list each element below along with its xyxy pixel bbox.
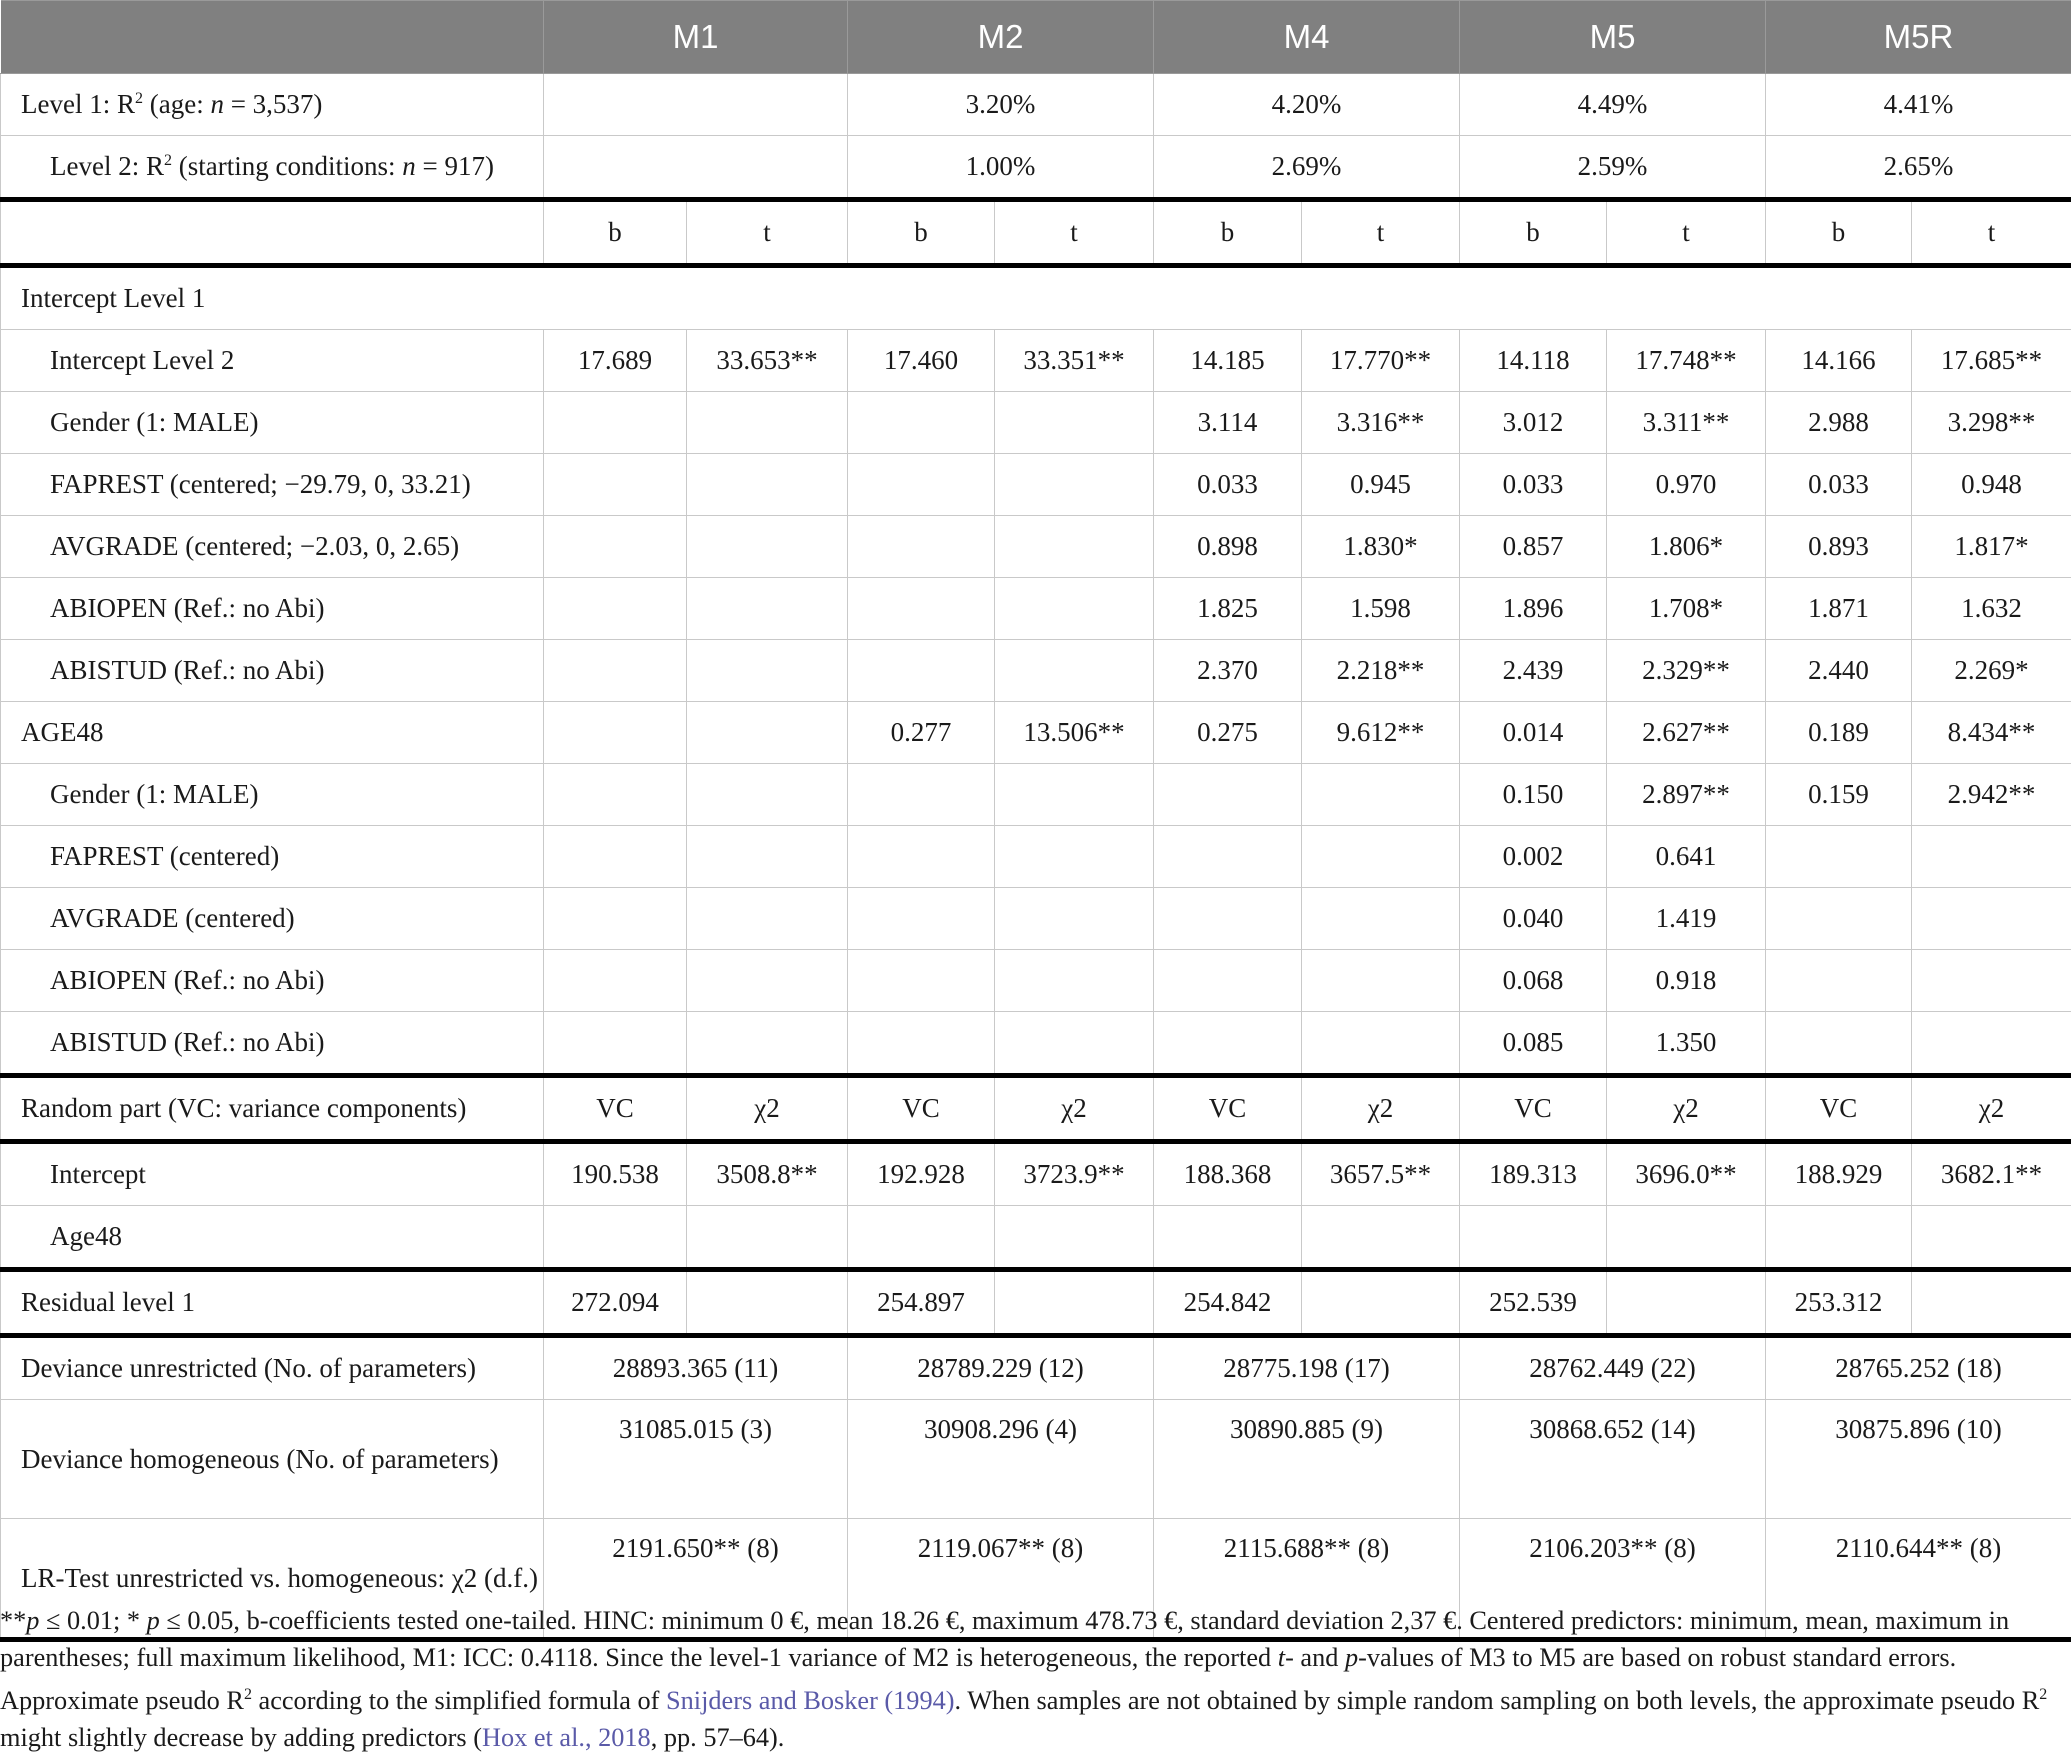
variance-cell bbox=[1912, 1206, 2071, 1270]
coef-cell: 0.277 bbox=[848, 702, 995, 764]
coef-cell: 17.748** bbox=[1607, 330, 1766, 392]
coef-cell: 13.506** bbox=[995, 702, 1154, 764]
deviance-row bbox=[1, 1400, 2071, 1519]
random-effect-row bbox=[1, 1206, 2071, 1270]
model-header-m5r: M5R bbox=[1766, 1, 2071, 74]
coef-cell: 2.370 bbox=[1154, 640, 1302, 702]
variance-cell: 3696.0** bbox=[1607, 1142, 1766, 1206]
row-label: Intercept bbox=[1, 1142, 544, 1206]
random-effect-row bbox=[1, 1142, 2071, 1206]
coef-cell: 0.275 bbox=[1154, 702, 1302, 764]
coef-cell: 0.918 bbox=[1607, 950, 1766, 1012]
coef-cell bbox=[687, 702, 848, 764]
coef-cell: 0.948 bbox=[1912, 454, 2071, 516]
fixed-effect-row bbox=[1, 640, 2071, 702]
r2-level1-row bbox=[1, 74, 2071, 136]
variance-cell: 189.313 bbox=[1460, 1142, 1607, 1206]
deviance-cell: 30890.885 (9) bbox=[1154, 1400, 1460, 1519]
deviance-cell: 28893.365 (11) bbox=[544, 1336, 848, 1400]
variance-cell: 254.897 bbox=[848, 1270, 995, 1336]
variance-cell: 272.094 bbox=[544, 1270, 687, 1336]
coef-cell bbox=[995, 578, 1154, 640]
coef-cell: 8.434** bbox=[1912, 702, 2071, 764]
coef-cell bbox=[1912, 950, 2071, 1012]
random-part-header-row bbox=[1, 1076, 2071, 1142]
coef-cell: 0.002 bbox=[1460, 826, 1607, 888]
coef-cell: 9.612** bbox=[1302, 702, 1460, 764]
coef-header-corner bbox=[1, 200, 544, 266]
r2-value: 4.41% bbox=[1766, 74, 2071, 136]
coef-cell: 2.269* bbox=[1912, 640, 2071, 702]
coef-cell bbox=[687, 454, 848, 516]
coef-cell: 3.298** bbox=[1912, 392, 2071, 454]
coef-cell: 0.033 bbox=[1766, 454, 1912, 516]
coef-header-cell: t bbox=[1607, 200, 1766, 266]
row-label: Intercept Level 2 bbox=[1, 330, 544, 392]
coef-cell: 2.218** bbox=[1302, 640, 1460, 702]
variance-cell: 253.312 bbox=[1766, 1270, 1912, 1336]
coef-header-cell: b bbox=[544, 200, 687, 266]
variance-cell bbox=[1607, 1270, 1766, 1336]
r2-value bbox=[544, 74, 848, 136]
coef-cell: 1.598 bbox=[1302, 578, 1460, 640]
r2-level2-row bbox=[1, 136, 2071, 200]
coef-cell: 0.068 bbox=[1460, 950, 1607, 1012]
coef-cell bbox=[1912, 888, 2071, 950]
variance-cell: 3682.1** bbox=[1912, 1142, 2071, 1206]
coef-cell: 1.632 bbox=[1912, 578, 2071, 640]
coef-cell: 0.945 bbox=[1302, 454, 1460, 516]
coef-cell bbox=[1766, 1012, 1912, 1076]
row-label: ABIOPEN (Ref.: no Abi) bbox=[1, 578, 544, 640]
coef-cell: 33.653** bbox=[687, 330, 848, 392]
coef-cell: 14.185 bbox=[1154, 330, 1302, 392]
coef-cell bbox=[848, 1012, 995, 1076]
variance-cell: 254.842 bbox=[1154, 1270, 1302, 1336]
coef-cell bbox=[848, 640, 995, 702]
random-header-cell: VC bbox=[1460, 1076, 1607, 1142]
row-label: FAPREST (centered) bbox=[1, 826, 544, 888]
coef-cell bbox=[1766, 888, 1912, 950]
row-label: LR-Test unrestricted vs. homogeneous: χ2 (d.f.) bbox=[1, 1519, 544, 1640]
row-label: Deviance unrestricted (No. of parameters) bbox=[1, 1336, 544, 1400]
random-part-section bbox=[1, 1076, 2071, 1336]
r2-level2-label: Level 2: $R^2$ (starting conditions: n = 917) bbox=[1, 136, 544, 200]
deviance-cell: 28765.252 (18) bbox=[1766, 1336, 2071, 1400]
coef-cell bbox=[995, 516, 1154, 578]
coef-cell bbox=[995, 950, 1154, 1012]
table-footnote: **p ≤ 0.01; * p ≤ 0.05, b-coefficients tested one-tailed. HINC: minimum 0 €, mean 18.26 €, maximum 478.73 €, standard deviation 2,37 €. Centered predictors: minimum, mean, maximum in parentheses; full maximum likelihood, M1: ICC: 0.4118. Since the level-1 variance of M2 is heterogeneous, the reported t- and p-values of M3 to M5 are based on robust standard errors. Approximate pseudo $R^2$ according to the simplified formula of Snijders and Bosker (1994). When samples are not obtained by simple random sampling on both levels, the approximate pseudo $R^2$ might slightly decrease by adding predictors (Hox et al., 2018, pp. 57–64). bbox=[0, 1606, 2048, 1752]
fixed-effect-row bbox=[1, 330, 2071, 392]
age48-section bbox=[1, 702, 2071, 764]
r2-level1-label: Level 1: $R^2$ (age: n = 3,537) bbox=[1, 74, 544, 136]
deviance-cell: 28762.449 (22) bbox=[1460, 1336, 1766, 1400]
r2-value: 4.49% bbox=[1460, 74, 1766, 136]
coef-cell bbox=[544, 640, 687, 702]
variance-cell bbox=[544, 1206, 687, 1270]
variance-cell bbox=[1607, 1206, 1766, 1270]
coef-cell bbox=[848, 578, 995, 640]
deviance-row bbox=[1, 1336, 2071, 1400]
coef-cell bbox=[687, 392, 848, 454]
r2-value: 3.20% bbox=[848, 74, 1154, 136]
r2-value: 2.69% bbox=[1154, 136, 1460, 200]
coef-cell: 0.898 bbox=[1154, 516, 1302, 578]
r2-value: 4.20% bbox=[1154, 74, 1460, 136]
coef-header-cell: b bbox=[1154, 200, 1302, 266]
deviance-section bbox=[1, 1336, 2071, 1640]
variance-cell: 190.538 bbox=[544, 1142, 687, 1206]
coef-cell bbox=[1154, 888, 1302, 950]
variance-cell bbox=[1460, 1206, 1607, 1270]
r2-value: 1.00% bbox=[848, 136, 1154, 200]
coef-cell bbox=[544, 578, 687, 640]
deviance-cell: 30875.896 (10) bbox=[1766, 1400, 2071, 1519]
coef-cell: 1.708* bbox=[1607, 578, 1766, 640]
coef-cell bbox=[544, 392, 687, 454]
coef-header-row bbox=[1, 200, 2071, 266]
variance-cell bbox=[687, 1270, 848, 1336]
variance-cell bbox=[848, 1206, 995, 1270]
coef-cell: 17.685** bbox=[1912, 330, 2071, 392]
coef-cell bbox=[544, 826, 687, 888]
coef-cell: 14.118 bbox=[1460, 330, 1607, 392]
coef-cell bbox=[1302, 826, 1460, 888]
intercept-level1-label: Intercept Level 1 bbox=[1, 266, 2071, 330]
coef-cell bbox=[995, 454, 1154, 516]
row-label: Gender (1: MALE) bbox=[1, 392, 544, 454]
variance-cell: 3508.8** bbox=[687, 1142, 848, 1206]
fixed-effect-row bbox=[1, 826, 2071, 888]
coef-cell: 1.806* bbox=[1607, 516, 1766, 578]
coef-cell: 1.825 bbox=[1154, 578, 1302, 640]
coef-cell bbox=[687, 950, 848, 1012]
coef-cell bbox=[687, 578, 848, 640]
coef-cell: 0.641 bbox=[1607, 826, 1766, 888]
row-label: FAPREST (centered; −29.79, 0, 33.21) bbox=[1, 454, 544, 516]
row-label: AGE48 bbox=[1, 702, 544, 764]
coef-cell bbox=[848, 392, 995, 454]
fixed-effects-age48-section bbox=[1, 764, 2071, 1076]
coef-cell: 0.857 bbox=[1460, 516, 1607, 578]
coef-cell bbox=[995, 1012, 1154, 1076]
coef-cell: 0.014 bbox=[1460, 702, 1607, 764]
residual-row bbox=[1, 1270, 2071, 1336]
row-label: Residual level 1 bbox=[1, 1270, 544, 1336]
coef-cell bbox=[1154, 764, 1302, 826]
coef-cell: 1.830* bbox=[1302, 516, 1460, 578]
coef-cell bbox=[687, 764, 848, 826]
coef-cell: 0.040 bbox=[1460, 888, 1607, 950]
fixed-effect-row bbox=[1, 1012, 2071, 1076]
variance-cell bbox=[687, 1206, 848, 1270]
coef-cell bbox=[1302, 764, 1460, 826]
fixed-effects-level2-section bbox=[1, 330, 2071, 702]
r2-value: 2.65% bbox=[1766, 136, 2071, 200]
random-header-cell: χ2 bbox=[1302, 1076, 1460, 1142]
intercept-level1-row bbox=[1, 266, 2071, 330]
coef-cell bbox=[687, 1012, 848, 1076]
coef-cell: 2.988 bbox=[1766, 392, 1912, 454]
coef-cell: 3.311** bbox=[1607, 392, 1766, 454]
variance-cell bbox=[1154, 1206, 1302, 1270]
variance-cell bbox=[1912, 1270, 2071, 1336]
coef-cell bbox=[1154, 950, 1302, 1012]
fixed-effect-row bbox=[1, 888, 2071, 950]
model-header-m5: M5 bbox=[1460, 1, 1766, 74]
coef-cell bbox=[1912, 1012, 2071, 1076]
variance-cell: 3723.9** bbox=[995, 1142, 1154, 1206]
row-label: Deviance homogeneous (No. of parameters) bbox=[1, 1400, 544, 1519]
variance-cell bbox=[995, 1206, 1154, 1270]
coef-header-cell: b bbox=[848, 200, 995, 266]
r2-value bbox=[544, 136, 848, 200]
coef-cell: 0.970 bbox=[1607, 454, 1766, 516]
model-header-row bbox=[1, 1, 2071, 74]
coef-cell: 3.316** bbox=[1302, 392, 1460, 454]
coef-cell bbox=[687, 516, 848, 578]
random-header-cell: χ2 bbox=[1607, 1076, 1766, 1142]
coef-cell: 3.012 bbox=[1460, 392, 1607, 454]
coef-cell bbox=[544, 1012, 687, 1076]
fixed-effect-row bbox=[1, 578, 2071, 640]
coef-cell bbox=[1912, 826, 2071, 888]
citation-link-snijders-bosker[interactable]: Snijders and Bosker (1994) bbox=[666, 1685, 955, 1715]
coef-cell: 2.897** bbox=[1607, 764, 1766, 826]
coef-cell bbox=[995, 826, 1154, 888]
coef-cell: 1.871 bbox=[1766, 578, 1912, 640]
deviance-cell: 28789.229 (12) bbox=[848, 1336, 1154, 1400]
coef-cell: 0.893 bbox=[1766, 516, 1912, 578]
coef-cell: 2.440 bbox=[1766, 640, 1912, 702]
coef-cell: 3.114 bbox=[1154, 392, 1302, 454]
coef-cell bbox=[995, 764, 1154, 826]
age48-row bbox=[1, 702, 2071, 764]
random-header-cell: VC bbox=[1766, 1076, 1912, 1142]
coef-cell: 17.770** bbox=[1302, 330, 1460, 392]
row-label: Gender (1: MALE) bbox=[1, 764, 544, 826]
coef-cell: 17.460 bbox=[848, 330, 995, 392]
variance-cell: 3657.5** bbox=[1302, 1142, 1460, 1206]
coef-cell: 33.351** bbox=[995, 330, 1154, 392]
coef-cell: 1.419 bbox=[1607, 888, 1766, 950]
r2-value: 2.59% bbox=[1460, 136, 1766, 200]
coef-cell bbox=[544, 454, 687, 516]
random-header-cell: VC bbox=[848, 1076, 995, 1142]
coef-cell bbox=[544, 764, 687, 826]
coef-cell bbox=[687, 826, 848, 888]
model-header-m1: M1 bbox=[544, 1, 848, 74]
coef-cell bbox=[848, 826, 995, 888]
coef-cell: 0.085 bbox=[1460, 1012, 1607, 1076]
row-label: AVGRADE (centered; −2.03, 0, 2.65) bbox=[1, 516, 544, 578]
deviance-cell: 31085.015 (3) bbox=[544, 1400, 848, 1519]
coef-cell: 2.627** bbox=[1607, 702, 1766, 764]
deviance-cell: 28775.198 (17) bbox=[1154, 1336, 1460, 1400]
variance-cell: 252.539 bbox=[1460, 1270, 1607, 1336]
deviance-cell: 2119.067** (8) bbox=[848, 1519, 1154, 1640]
citation-link-hox[interactable]: Hox et al., 2018 bbox=[482, 1722, 651, 1752]
coef-cell: 1.350 bbox=[1607, 1012, 1766, 1076]
random-header-cell: VC bbox=[544, 1076, 687, 1142]
coef-cell: 2.942** bbox=[1912, 764, 2071, 826]
coef-cell bbox=[1154, 1012, 1302, 1076]
coef-cell: 2.329** bbox=[1607, 640, 1766, 702]
row-label: AVGRADE (centered) bbox=[1, 888, 544, 950]
coef-cell: 0.189 bbox=[1766, 702, 1912, 764]
coef-cell: 0.033 bbox=[1460, 454, 1607, 516]
fixed-effect-row bbox=[1, 454, 2071, 516]
coef-cell bbox=[995, 640, 1154, 702]
variance-cell bbox=[1302, 1206, 1460, 1270]
coef-cell bbox=[848, 516, 995, 578]
deviance-cell: 2106.203** (8) bbox=[1460, 1519, 1766, 1640]
row-label: Age48 bbox=[1, 1206, 544, 1270]
random-header-cell: χ2 bbox=[995, 1076, 1154, 1142]
coef-cell bbox=[687, 640, 848, 702]
fixed-effect-row bbox=[1, 516, 2071, 578]
coef-cell bbox=[1302, 1012, 1460, 1076]
coef-header-cell: t bbox=[687, 200, 848, 266]
variance-cell: 188.929 bbox=[1766, 1142, 1912, 1206]
coef-cell bbox=[544, 950, 687, 1012]
variance-cell: 192.928 bbox=[848, 1142, 995, 1206]
random-header-cell: VC bbox=[1154, 1076, 1302, 1142]
random-header-cell: χ2 bbox=[1912, 1076, 2071, 1142]
coef-header-cell: t bbox=[995, 200, 1154, 266]
coef-cell: 0.159 bbox=[1766, 764, 1912, 826]
fixed-effect-row bbox=[1, 392, 2071, 454]
deviance-cell: 2191.650** (8) bbox=[544, 1519, 848, 1640]
coef-cell bbox=[544, 702, 687, 764]
fixed-effect-row bbox=[1, 950, 2071, 1012]
coef-header-cell: t bbox=[1302, 200, 1460, 266]
coef-cell: 17.689 bbox=[544, 330, 687, 392]
coef-cell: 1.896 bbox=[1460, 578, 1607, 640]
coef-cell bbox=[848, 764, 995, 826]
deviance-cell: 2110.644** (8) bbox=[1766, 1519, 2071, 1640]
coef-cell bbox=[1766, 826, 1912, 888]
deviance-cell: 2115.688** (8) bbox=[1154, 1519, 1460, 1640]
variance-cell: 188.368 bbox=[1154, 1142, 1302, 1206]
deviance-cell: 30908.296 (4) bbox=[848, 1400, 1154, 1519]
coef-cell bbox=[1302, 888, 1460, 950]
coef-header-cell: b bbox=[1766, 200, 1912, 266]
coef-cell bbox=[1766, 950, 1912, 1012]
variance-cell bbox=[995, 1270, 1154, 1336]
coef-cell bbox=[848, 888, 995, 950]
coef-cell bbox=[1302, 950, 1460, 1012]
coef-header-cell: b bbox=[1460, 200, 1607, 266]
variance-cell bbox=[1302, 1270, 1460, 1336]
model-header-m2: M2 bbox=[848, 1, 1154, 74]
coef-cell: 0.150 bbox=[1460, 764, 1607, 826]
deviance-cell: 30868.652 (14) bbox=[1460, 1400, 1766, 1519]
coef-cell bbox=[848, 950, 995, 1012]
coef-cell bbox=[1154, 826, 1302, 888]
coef-header-cell: t bbox=[1912, 200, 2071, 266]
coef-cell bbox=[544, 888, 687, 950]
row-label: ABISTUD (Ref.: no Abi) bbox=[1, 640, 544, 702]
random-header-cell: χ2 bbox=[687, 1076, 848, 1142]
model-header-m4: M4 bbox=[1154, 1, 1460, 74]
row-label: Random part (VC: variance components) bbox=[1, 1076, 544, 1142]
fixed-effect-row bbox=[1, 764, 2071, 826]
coef-cell: 1.817* bbox=[1912, 516, 2071, 578]
coef-cell bbox=[687, 888, 848, 950]
coef-cell bbox=[848, 454, 995, 516]
variance-cell bbox=[1766, 1206, 1912, 1270]
coef-cell bbox=[995, 392, 1154, 454]
coef-cell: 0.033 bbox=[1154, 454, 1302, 516]
coef-cell bbox=[995, 888, 1154, 950]
coef-cell: 14.166 bbox=[1766, 330, 1912, 392]
coef-cell: 2.439 bbox=[1460, 640, 1607, 702]
row-label: ABIOPEN (Ref.: no Abi) bbox=[1, 950, 544, 1012]
header-corner bbox=[1, 1, 544, 74]
row-label: ABISTUD (Ref.: no Abi) bbox=[1, 1012, 544, 1076]
coef-cell bbox=[544, 516, 687, 578]
